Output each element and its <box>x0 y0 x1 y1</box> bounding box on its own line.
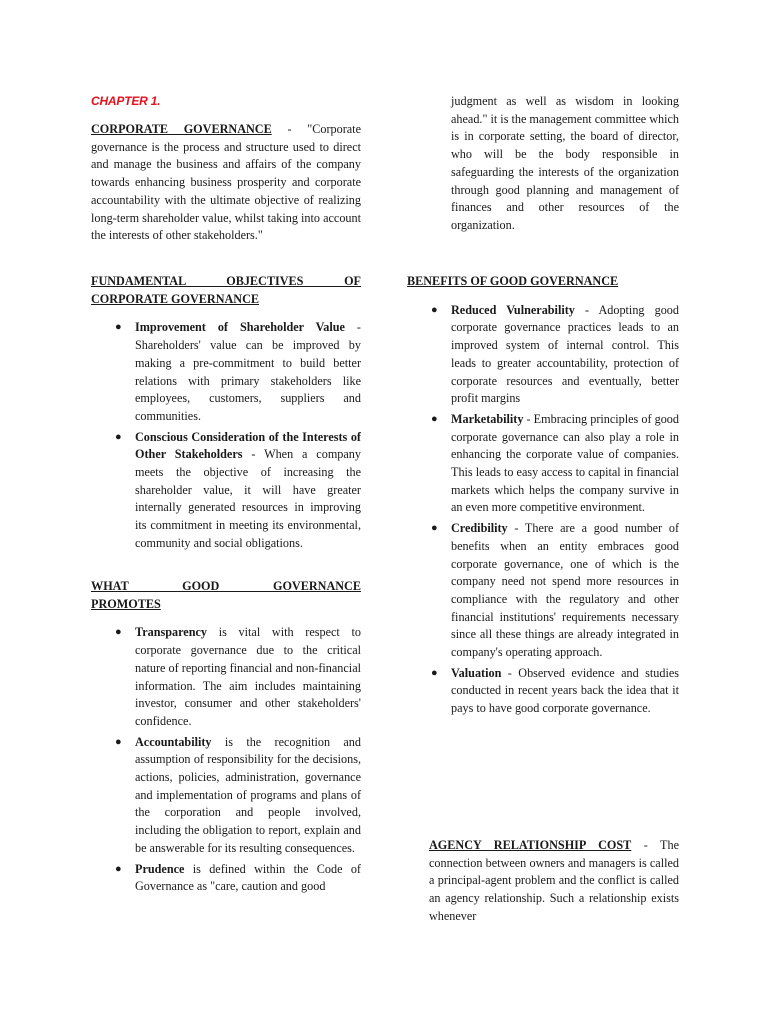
list-item <box>91 319 361 425</box>
item-text: - When a company meets the objective of increasing the shareholder value, it will have greater internally generated resources in improving its commitment in meeting its environmental, community and social obligations. <box>135 447 361 550</box>
promotes-list <box>91 624 361 896</box>
fundamental-objectives-heading <box>91 273 361 308</box>
corporate-governance-title: CORPORATE GOVERNANCE <box>91 122 272 136</box>
promotes-heading <box>91 578 361 613</box>
list-item <box>407 665 679 718</box>
heading-line-2: CORPORATE GOVERNANCE <box>91 291 260 306</box>
item-term: Conscious Consideration of the Interests of Other Stakeholders <box>135 429 361 462</box>
list-item <box>91 624 361 730</box>
benefits-heading: BENEFITS OF GOOD GOVERNANCE <box>407 274 619 288</box>
bullet-icon: ● <box>431 412 438 425</box>
list-item <box>91 734 361 858</box>
item-text: - Embracing principles of good corporate governance can also play a role in enhancing the corporate value of companies. This leads to easy access to capital in financial markets which helps the company survive in an even more competitive environment. <box>451 411 679 515</box>
what-good-governance-promotes-section <box>91 578 361 896</box>
item-text: - Adopting good corporate governance practices leads to an improved system of internal control. This leads to greater accountability, protection of corporate resources and eventually, better profit margins <box>451 302 679 406</box>
list-item <box>407 302 679 408</box>
item-term: Valuation <box>451 665 502 680</box>
item-term: Credibility <box>451 521 508 536</box>
item-term: Improvement of Shareholder Value <box>135 320 345 335</box>
continuation-text: judgment as well as wisdom in looking ahead." it is the management committee which is in corporate setting, the board of director, who will be the body responsible in safeguarding the interests of the organization through good planning and management of finances and other resources of the organization. <box>451 94 679 232</box>
chapter-label: CHAPTER 1. <box>91 94 161 108</box>
heading-line-1: WHAT GOOD GOVERNANCE <box>91 579 361 593</box>
continuation-paragraph <box>451 93 679 235</box>
agency-relationship-paragraph <box>429 837 679 926</box>
bullet-icon: ● <box>115 862 122 875</box>
item-term: Marketability <box>451 411 524 426</box>
item-term: Prudence <box>135 861 185 876</box>
list-item <box>91 861 361 896</box>
fundamental-objectives-section <box>91 273 361 553</box>
item-text: - There are a good number of benefits when an entity embraces good corporate governance, one of which is the company need not spend more resources in compliance with the regulatory and other financial institutions' requirements necessary since all these things are already integrated in company's operating approach. <box>451 521 679 660</box>
item-text: is vital with respect to corporate governance due to the critical nature of reporting financial and non-financial information. The aim includes maintaining investor, consumer and other stakeholders' confidence. <box>135 625 361 728</box>
corporate-governance-paragraph <box>91 121 361 245</box>
item-term: Reduced Vulnerability <box>451 302 575 317</box>
item-term: Accountability <box>135 734 212 749</box>
bullet-icon: ● <box>431 522 438 535</box>
item-term: Transparency <box>135 625 207 640</box>
list-item <box>91 429 361 553</box>
item-text: is defined within the Code of Governance as "care, caution and good <box>135 861 361 894</box>
heading-line-2: PROMOTES <box>91 596 161 611</box>
corporate-governance-text: - "Corporate governance is the process and structure used to direct and manage the business and affairs of the company towards enhancing business prosperity and corporate accountability with the ultimate objective of realizing long-term shareholder value, whilst taking into account the interests of other stakeholders." <box>91 122 361 243</box>
agency-title: AGENCY RELATIONSHIP COST <box>429 838 632 852</box>
list-item <box>407 520 679 662</box>
bullet-icon: ● <box>115 321 122 334</box>
item-text: is the recognition and assumption of responsibility for the decisions, actions, policies, administration, governance and implementation of programs and plans of the corporation and people involved, including the obligation to report, explain and be answerable for its resulting consequences. <box>135 734 361 855</box>
benefits-list <box>407 302 679 718</box>
item-text: - Observed evidence and studies conducted in recent years back the idea that it pays to have good corporate governance. <box>451 665 679 716</box>
bullet-icon: ● <box>431 303 438 316</box>
item-text: - Shareholders' value can be improved by making a pre-commitment to build better relations with primary stakeholders like employees, customers, suppliers and communities. <box>135 320 361 423</box>
list-item <box>407 411 679 517</box>
bullet-icon: ● <box>115 735 122 748</box>
bullet-icon: ● <box>431 666 438 679</box>
heading-line-1: FUNDAMENTAL OBJECTIVES OF <box>91 274 361 288</box>
bullet-icon: ● <box>115 430 122 443</box>
agency-text: - The connection between owners and managers is called a principal-agent problem and the conflict is called an agency relationship. Such a relationship exists whenever <box>429 838 679 923</box>
bullet-icon: ● <box>115 626 122 639</box>
fundamental-objectives-list <box>91 319 361 552</box>
benefits-section <box>407 273 679 718</box>
